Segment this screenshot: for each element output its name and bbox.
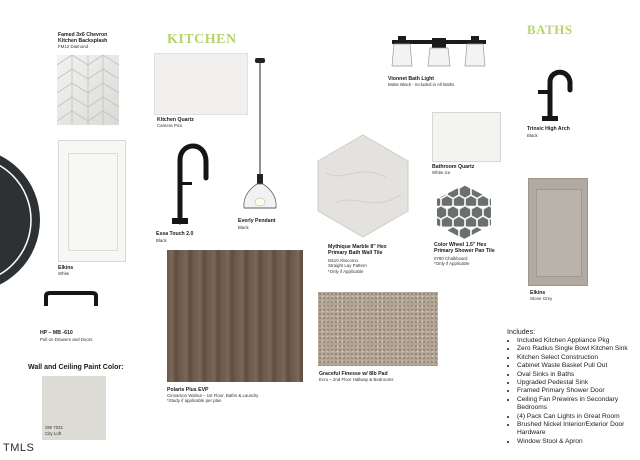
bath-cabinet-swatch	[528, 178, 588, 286]
carpet-title: Graceful Finesse w/ 8lb Pad	[319, 371, 388, 377]
hex-mosaic-sub: 0780 Chalkboard *Only if Applicable	[434, 256, 470, 267]
bath-cabinet-title: Elkins	[530, 290, 546, 296]
chevron-tile-swatch	[57, 55, 119, 125]
paint-heading: Wall and Ceiling Paint Color:	[28, 364, 124, 371]
watermark: TMLS	[3, 442, 35, 454]
kitchen-faucet-image	[160, 138, 216, 226]
includes-title: Includes:	[507, 329, 536, 336]
kitchen-cabinet-sub: White	[58, 271, 70, 276]
includes-list	[507, 337, 637, 446]
kitchen-cabinet-title: Elkins	[58, 265, 74, 271]
flooring-title: Polaris Plus EVP	[167, 387, 209, 393]
list-item: • Oval Sinks in Baths	[517, 371, 637, 379]
list-item: • Framed Primary Shower Door	[517, 387, 637, 395]
kitchen-faucet-sub: Black	[156, 238, 167, 243]
kitchen-quartz-swatch	[154, 53, 248, 115]
decorative-circle	[0, 150, 50, 290]
paint-code: SW 7031	[45, 425, 64, 430]
hex-mosaic-tile-swatch	[435, 185, 493, 239]
kitchen-heading: KITCHEN	[167, 32, 237, 47]
list-item: • Ceiling Fan Prewires in Secondary Bedrooms	[517, 396, 637, 413]
bath-cabinet-sub: Stone Grey	[530, 296, 553, 301]
kitchen-cabinet-swatch	[58, 140, 126, 262]
list-item: • Window Stool & Apron	[517, 438, 637, 446]
list-item: • Cabinet Waste Basket Pull Out	[517, 362, 637, 370]
hex-mosaic-title: Color Wheel 1.5" Hex Primary Shower Pan Tile	[434, 242, 495, 254]
bath-light-title: Vionnet Bath Light	[388, 76, 435, 82]
backsplash-title: Famed 3x6 Chevron Kitchen Backsplash	[58, 32, 108, 44]
kitchen-faucet-title: Essa Touch 2.0	[156, 231, 194, 237]
bath-faucet-title: Trinsic High Arch	[527, 126, 570, 132]
baths-heading: BATHS	[527, 22, 573, 37]
bath-faucet-image	[532, 62, 576, 122]
pendant-title: Everly Pendant	[238, 218, 276, 224]
list-item: • Upgraded Pedestal Sink	[517, 379, 637, 387]
pendant-sub: Black	[238, 225, 249, 230]
paint-color-swatch	[42, 376, 106, 440]
bath-quartz-swatch	[432, 112, 501, 162]
hardware-title: HP – MB -610	[40, 330, 73, 336]
paint-name: City Loft	[45, 431, 62, 436]
includes-panel	[507, 328, 637, 446]
marble-hex-tile-swatch	[316, 133, 410, 239]
bath-light-sub: Matte Black - Included in All Baths	[388, 82, 455, 87]
kitchen-quartz-sub: Camera Pico	[157, 123, 183, 128]
bath-quartz-sub: White Ice	[432, 170, 451, 175]
bath-quartz-title: Bathroom Quartz	[432, 164, 475, 170]
list-item: • Included Kitchen Appliance Pkg	[517, 337, 637, 345]
kitchen-quartz-title: Kitchen Quartz	[157, 117, 194, 123]
backsplash-sub: FM12 Diamond	[58, 44, 89, 49]
hardware-sub: Pull on Drawers and Doors	[40, 337, 93, 342]
cabinet-pull-image	[40, 288, 102, 310]
pendant-light-image	[240, 58, 280, 218]
marble-hex-title: Mythique Marble 8" Hex Primary Bath Wall Tile	[328, 244, 387, 256]
list-item: • Zero Radius Single Bowl Kitchen Sink	[517, 345, 637, 353]
carpet-swatch	[318, 292, 438, 366]
bath-faucet-sub: Black	[527, 133, 538, 138]
evp-flooring-swatch	[167, 250, 303, 382]
list-item: • (4) Pack Can Lights in Great Room	[517, 413, 637, 421]
list-item: • Kitchen Select Construction	[517, 354, 637, 362]
bath-light-image	[388, 34, 490, 68]
marble-hex-sub: M110 Altocomo Straight Lay Pattern *Only if Applicable	[328, 258, 367, 274]
list-item: • Brushed Nickel Interior/Exterior Door Hardware	[517, 421, 637, 438]
carpet-sub: Ecru – 2nd Floor Hallway & Bedrooms	[319, 377, 394, 382]
flooring-sub: Cinnamon Walnut – 1st Floor, Baths & Laundry *Study if applicable per plan	[167, 393, 259, 404]
